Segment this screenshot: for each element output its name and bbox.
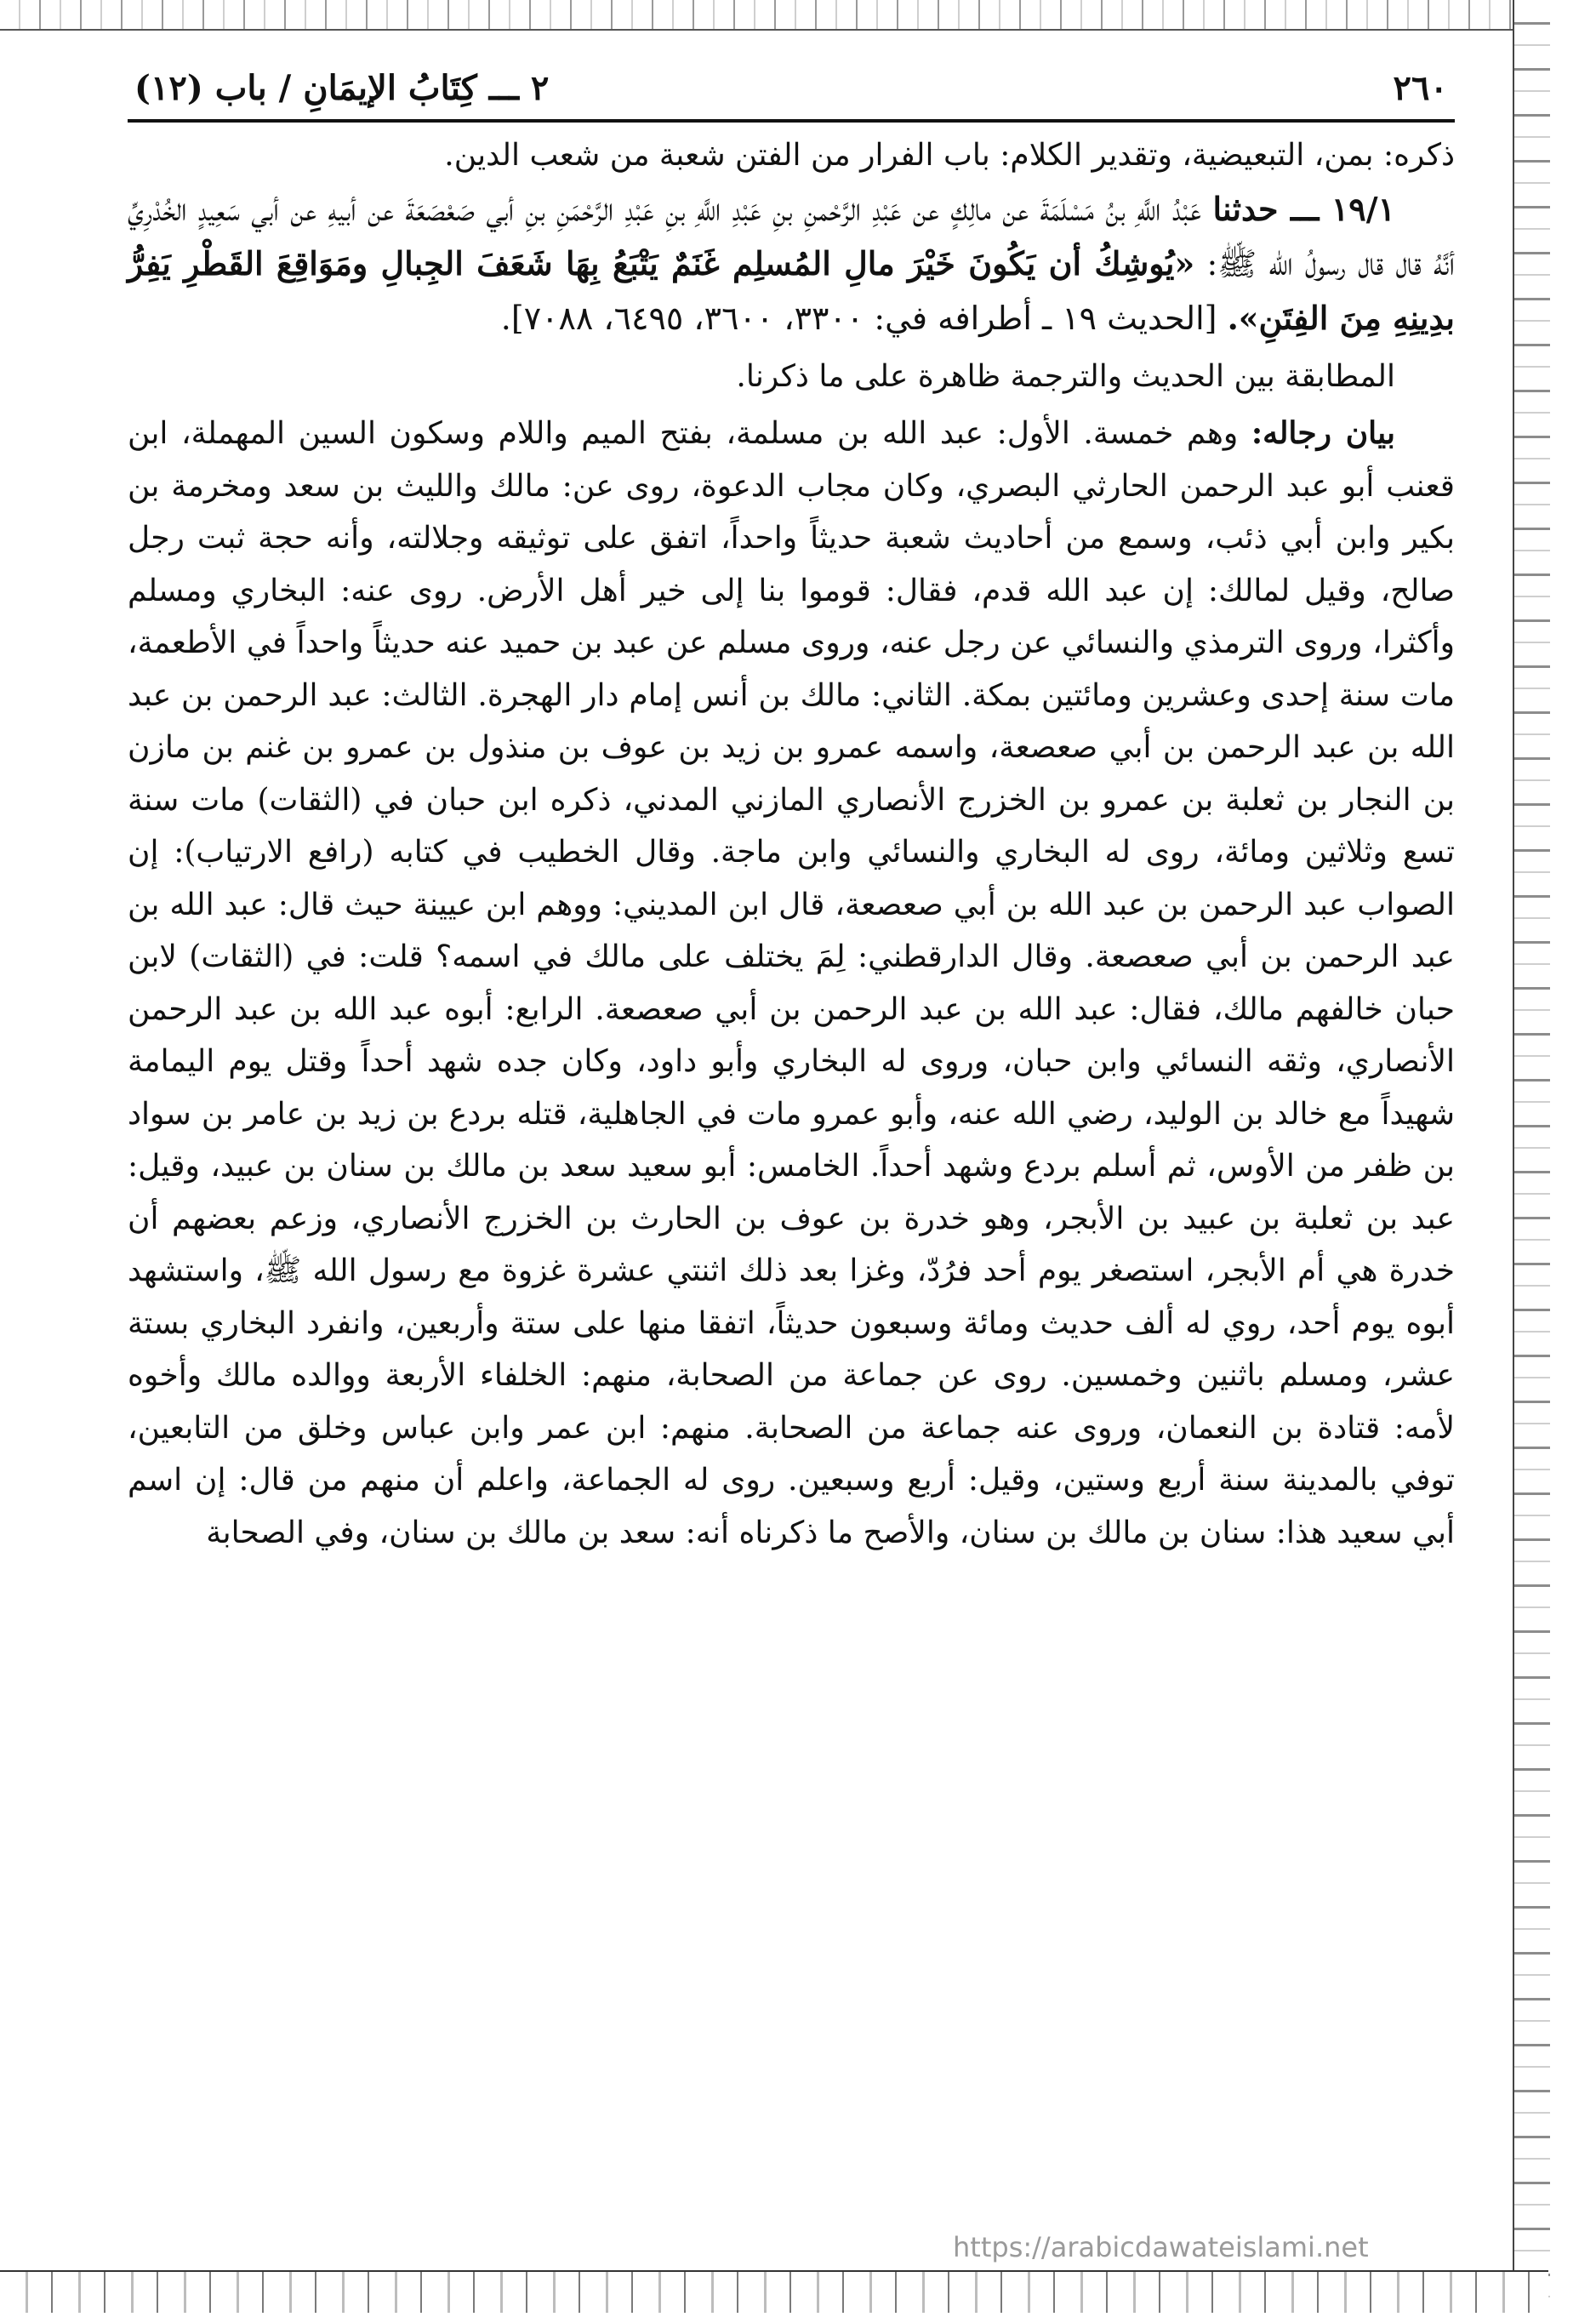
decorative-border-top [0,0,1596,31]
page-header [128,60,1455,123]
page-content [128,60,1455,2263]
narrators-text: وهم خمسة. الأول: عبد الله بن مسلمة، بفتح الميم واللام وسكون السين المهملة، ابن قعنب أبو عبد الرحمن الحارثي البصري، وكان مجاب الدعوة، روى عن: مالك والليث بن سعد ومخرمة بن بكير وابن أبي ذئب، وسمع من أحاديث شعبة حديثاً واحداً، اتفق على توثيقه وجلالته، وأنه حجة ثبت رجل صالح، وقيل لمالك: إن عبد الله قدم، فقال: قوموا بنا إلى خير أهل الأرض. روى عنه: البخاري ومسلم وأكثرا، وروى الترمذي والنسائي عن رجل عنه، وروى مسلم عن عبد بن حميد عنه حديثاً واحداً في الأطعمة، مات سنة إحدى وعشرين ومائتين بمكة. الثاني: مالك بن أنس إمام دار الهجرة. الثالث: عبد الرحمن بن عبد الله بن عبد الرحمن بن أبي صعصعة، واسمه عمرو بن زيد بن عوف بن منذول بن عمرو بن غنم بن مازن بن النجار بن ثعلبة بن عمرو بن الخزرج الأنصاري المازني المدني، ذكره ابن حبان في (الثقات) مات سنة تسع وثلاثين ومائة، روى له البخاري والنسائي وابن ماجة. وقال الخطيب في كتابه (رافع الارتياب): إن الصواب عبد الرحمن بن عبد الله بن أبي صعصعة، قال ابن المديني: ووهم ابن عيينة حيث قال: عبد الله بن عبد الرحمن بن أبي صعصعة. وقال الدارقطني: لِمَ يختلف على مالك في اسمه؟ قلت: في (الثقات) لابن حبان خالفهم مالك، فقال: عبد الله بن عبد الرحمن بن أبي صعصعة. الرابع: أبوه عبد الله بن عبد الرحمن الأنصاري، وثقه النسائي وابن حبان، وروى له البخاري وأبو داود، وكان جده شهد أحداً وقتل يوم اليمامة شهيداً مع خالد بن الوليد، رضي الله عنه، وأبو عمرو مات في الجاهلية، قتله بردع بن زيد بن عامر بن سواد بن ظفر من الأوس، ثم أسلم بردع وشهد أحداً. الخامس: أبو سعيد سعد بن مالك بن سنان بن عبيد، وقيل: عبد بن ثعلبة بن عبيد بن الأبجر، وهو خدرة بن عوف بن الحارث بن الخزرج الأنصاري، وزعم بعضهم أن خدرة هي أم الأبجر، استصغر يوم أحد فرُدّ، وغزا بعد ذلك اثنتي عشرة غزوة مع رسول الله ﷺ، واستشهد أبوه يوم أحد، روي له ألف حديث ومائة وسبعون حديثاً، اتفقا منها على ستة وأربعين، وانفرد البخاري بستة عشر، ومسلم باثنين وخمسين. روى عن جماعة من الصحابة، منهم: الخلفاء الأربعة ووالده مالك وأخوه لأمه: قتادة بن النعمان، وروى عنه جماعة من الصحابة. منهم: ابن عمر وابن عباس وخلق من التابعين، توفي بالمدينة سنة أربع وستين، وقيل: أربع وسبعين. روى له الجماعة، واعلم أن منهم من قال: إن اسم أبي سعيد هذا: سنان بن مالك بن سنان، والأصح ما ذكرناه أنه: سعد بن مالك بن سنان، وفي الصحابة [128,416,1455,1550]
running-head: ٢ ـــ كِتَابُ الإيمَانِ / باب (١٢) [134,68,550,108]
correspondence-paragraph: المطابقة بين الحديث والترجمة ظاهرة على ما ذكرنا. [736,358,1395,394]
narrators-title: بيان رجاله: [1251,415,1395,451]
narrators-paragraph [128,408,1455,1559]
hadith-chain: عَبْدُ اللَّهِ بنُ مَسْلَمَةَ عن مالِكٍ عن عَبْدِ الرَّحْمنِ بنِ عَبْدِ اللَّهِ بنِ عَبْدِ الرَّحْمَنِ بنِ أبي صَعْصَعَةَ عن أبيهِ عن أبي سَعِيدٍ الخُدْرِيِّ أنَّهُ قال قال رسولُ الله ﷺ: [128,190,1455,282]
decorative-border-right [1513,0,1552,2311]
page-number: ٢٦٠ [1393,68,1448,108]
watermark-url: https://arabicdawateislami.net [953,2231,1369,2263]
hadith-matn: «يُوشِكُ أن يَكُونَ خَيْرَ مالِ المُسلِم غَنَمٌ يَتْبَعُ بِهَا شَعَفَ الجِبالِ ومَوَاقِعَ القَطْرِ يَفِرُّ بدِينِهِ مِنَ الفِتَنِ». [128,243,1455,337]
decorative-border-bottom [0,2270,1548,2313]
hadith-paragraph [128,182,1455,345]
page-edge [1550,0,1596,2317]
hadith-number: ١٩/١ ـــ حدثنا [1212,189,1395,228]
hadith-references: [الحديث ١٩ ـ أطرافه في: ٣٣٠٠، ٣٦٠٠، ٦٤٩٥، ٧٠٨٨]. [500,299,1217,337]
intro-paragraph: ذكره: بمن، التبعيضية، وتقدير الكلام: باب الفرار من الفتن شعبة من شعب الدين. [444,138,1455,173]
